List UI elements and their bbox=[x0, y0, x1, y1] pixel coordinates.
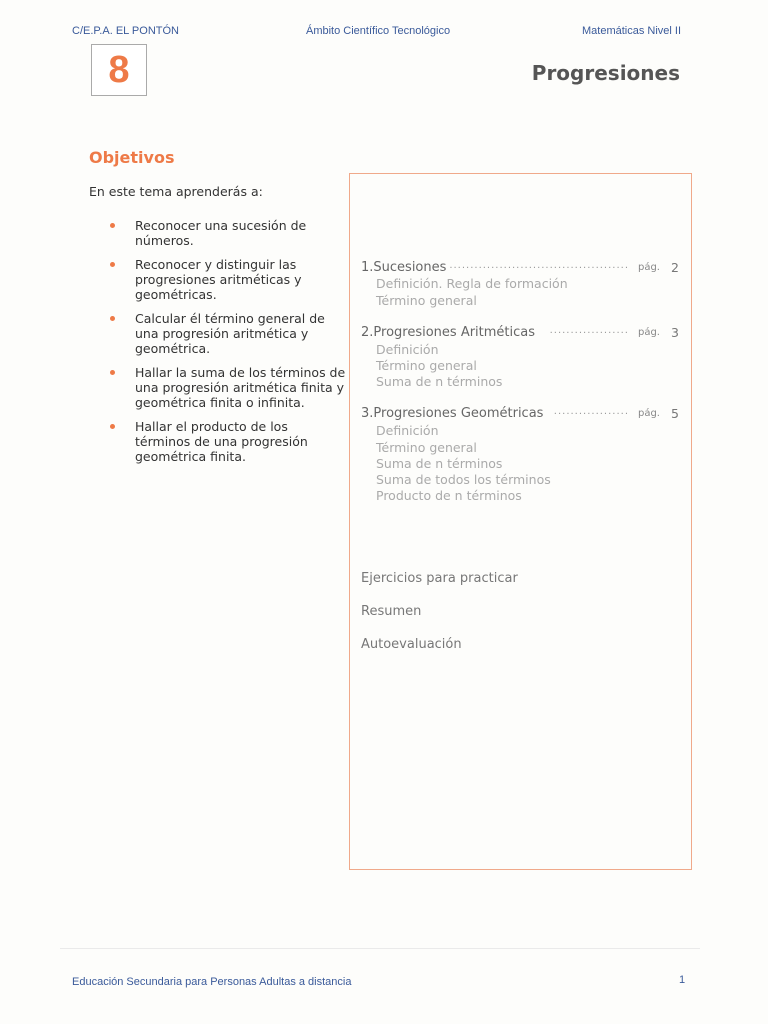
objectives-list bbox=[110, 218, 346, 473]
toc-page-number: 3 bbox=[671, 325, 679, 340]
bullet-icon bbox=[110, 316, 115, 321]
objective-item bbox=[110, 419, 346, 464]
toc-autoevaluacion[interactable]: Autoevaluación bbox=[361, 637, 462, 652]
toc-subsection: Definición bbox=[376, 423, 439, 438]
toc-page-number: 2 bbox=[671, 260, 679, 275]
unit-number: 8 bbox=[108, 48, 130, 91]
toc-page-label: pág. bbox=[637, 327, 660, 338]
objective-item bbox=[110, 365, 346, 410]
toc-subsection: Producto de n términos bbox=[376, 488, 522, 503]
page-title: Progresiones bbox=[531, 61, 680, 85]
toc-page-label: pág. bbox=[637, 408, 660, 419]
objectives-title: Objetivos bbox=[89, 148, 175, 167]
toc-resumen[interactable]: Resumen bbox=[361, 604, 422, 619]
page-number: 1 bbox=[679, 974, 686, 986]
bullet-icon bbox=[110, 223, 115, 228]
bullet-icon bbox=[110, 424, 115, 429]
header-subject: Matemáticas Nivel II bbox=[582, 25, 682, 37]
toc-section-aritmeticas[interactable] bbox=[361, 325, 681, 343]
bullet-icon bbox=[110, 370, 115, 375]
footer-divider bbox=[60, 948, 700, 949]
objective-item bbox=[110, 311, 346, 356]
toc-subsection: Suma de n términos bbox=[376, 456, 503, 471]
toc-subsection: Término general bbox=[376, 358, 477, 373]
header-school: C/E.P.A. EL PONTÓN bbox=[72, 25, 179, 37]
objective-text: Hallar la suma de los términos de una progresión aritmética finita y geométrica finita o infinita. bbox=[135, 365, 346, 410]
toc-subsection: Definición. Regla de formación bbox=[376, 276, 568, 291]
objective-text: Reconocer y distinguir las progresiones aritméticas y geométricas. bbox=[135, 257, 302, 302]
toc-leader-dots: .................. bbox=[553, 406, 629, 417]
toc-page-label: pág. bbox=[637, 262, 660, 273]
toc-subsection: Suma de todos los términos bbox=[376, 472, 551, 487]
objective-item bbox=[110, 257, 346, 302]
toc-section-geometricas[interactable] bbox=[361, 406, 681, 424]
toc-section-label: 2.Progresiones Aritméticas bbox=[361, 325, 536, 340]
toc-page-number: 5 bbox=[671, 406, 679, 421]
objective-text: Calcular él término general de una progresión aritmética y geométrica. bbox=[135, 311, 325, 356]
toc-subsection: Término general bbox=[376, 440, 477, 455]
objective-item bbox=[110, 218, 346, 248]
toc-leader-dots: ................... bbox=[549, 325, 629, 336]
footer-text: Educación Secundaria para Personas Adultas a distancia bbox=[72, 976, 352, 988]
toc-subsection: Suma de n términos bbox=[376, 374, 503, 389]
toc-section-label: 3.Progresiones Geométricas bbox=[361, 406, 544, 421]
toc-subsection: Definición bbox=[376, 342, 439, 357]
toc-ejercicios[interactable]: Ejercicios para practicar bbox=[361, 571, 518, 586]
toc-subsection: Término general bbox=[376, 293, 477, 308]
unit-number-box bbox=[91, 44, 147, 96]
toc-section-label: 1.Sucesiones bbox=[361, 260, 447, 275]
objective-text: Hallar el producto de los términos de una progresión geométrica finita. bbox=[135, 419, 308, 464]
header-area: Ámbito Científico Tecnológico bbox=[306, 25, 451, 37]
toc-leader-dots: ........................................... bbox=[449, 260, 629, 271]
bullet-icon bbox=[110, 262, 115, 267]
objectives-intro: En este tema aprenderás a: bbox=[89, 184, 263, 199]
objective-text: Reconocer una sucesión de números. bbox=[135, 218, 307, 248]
